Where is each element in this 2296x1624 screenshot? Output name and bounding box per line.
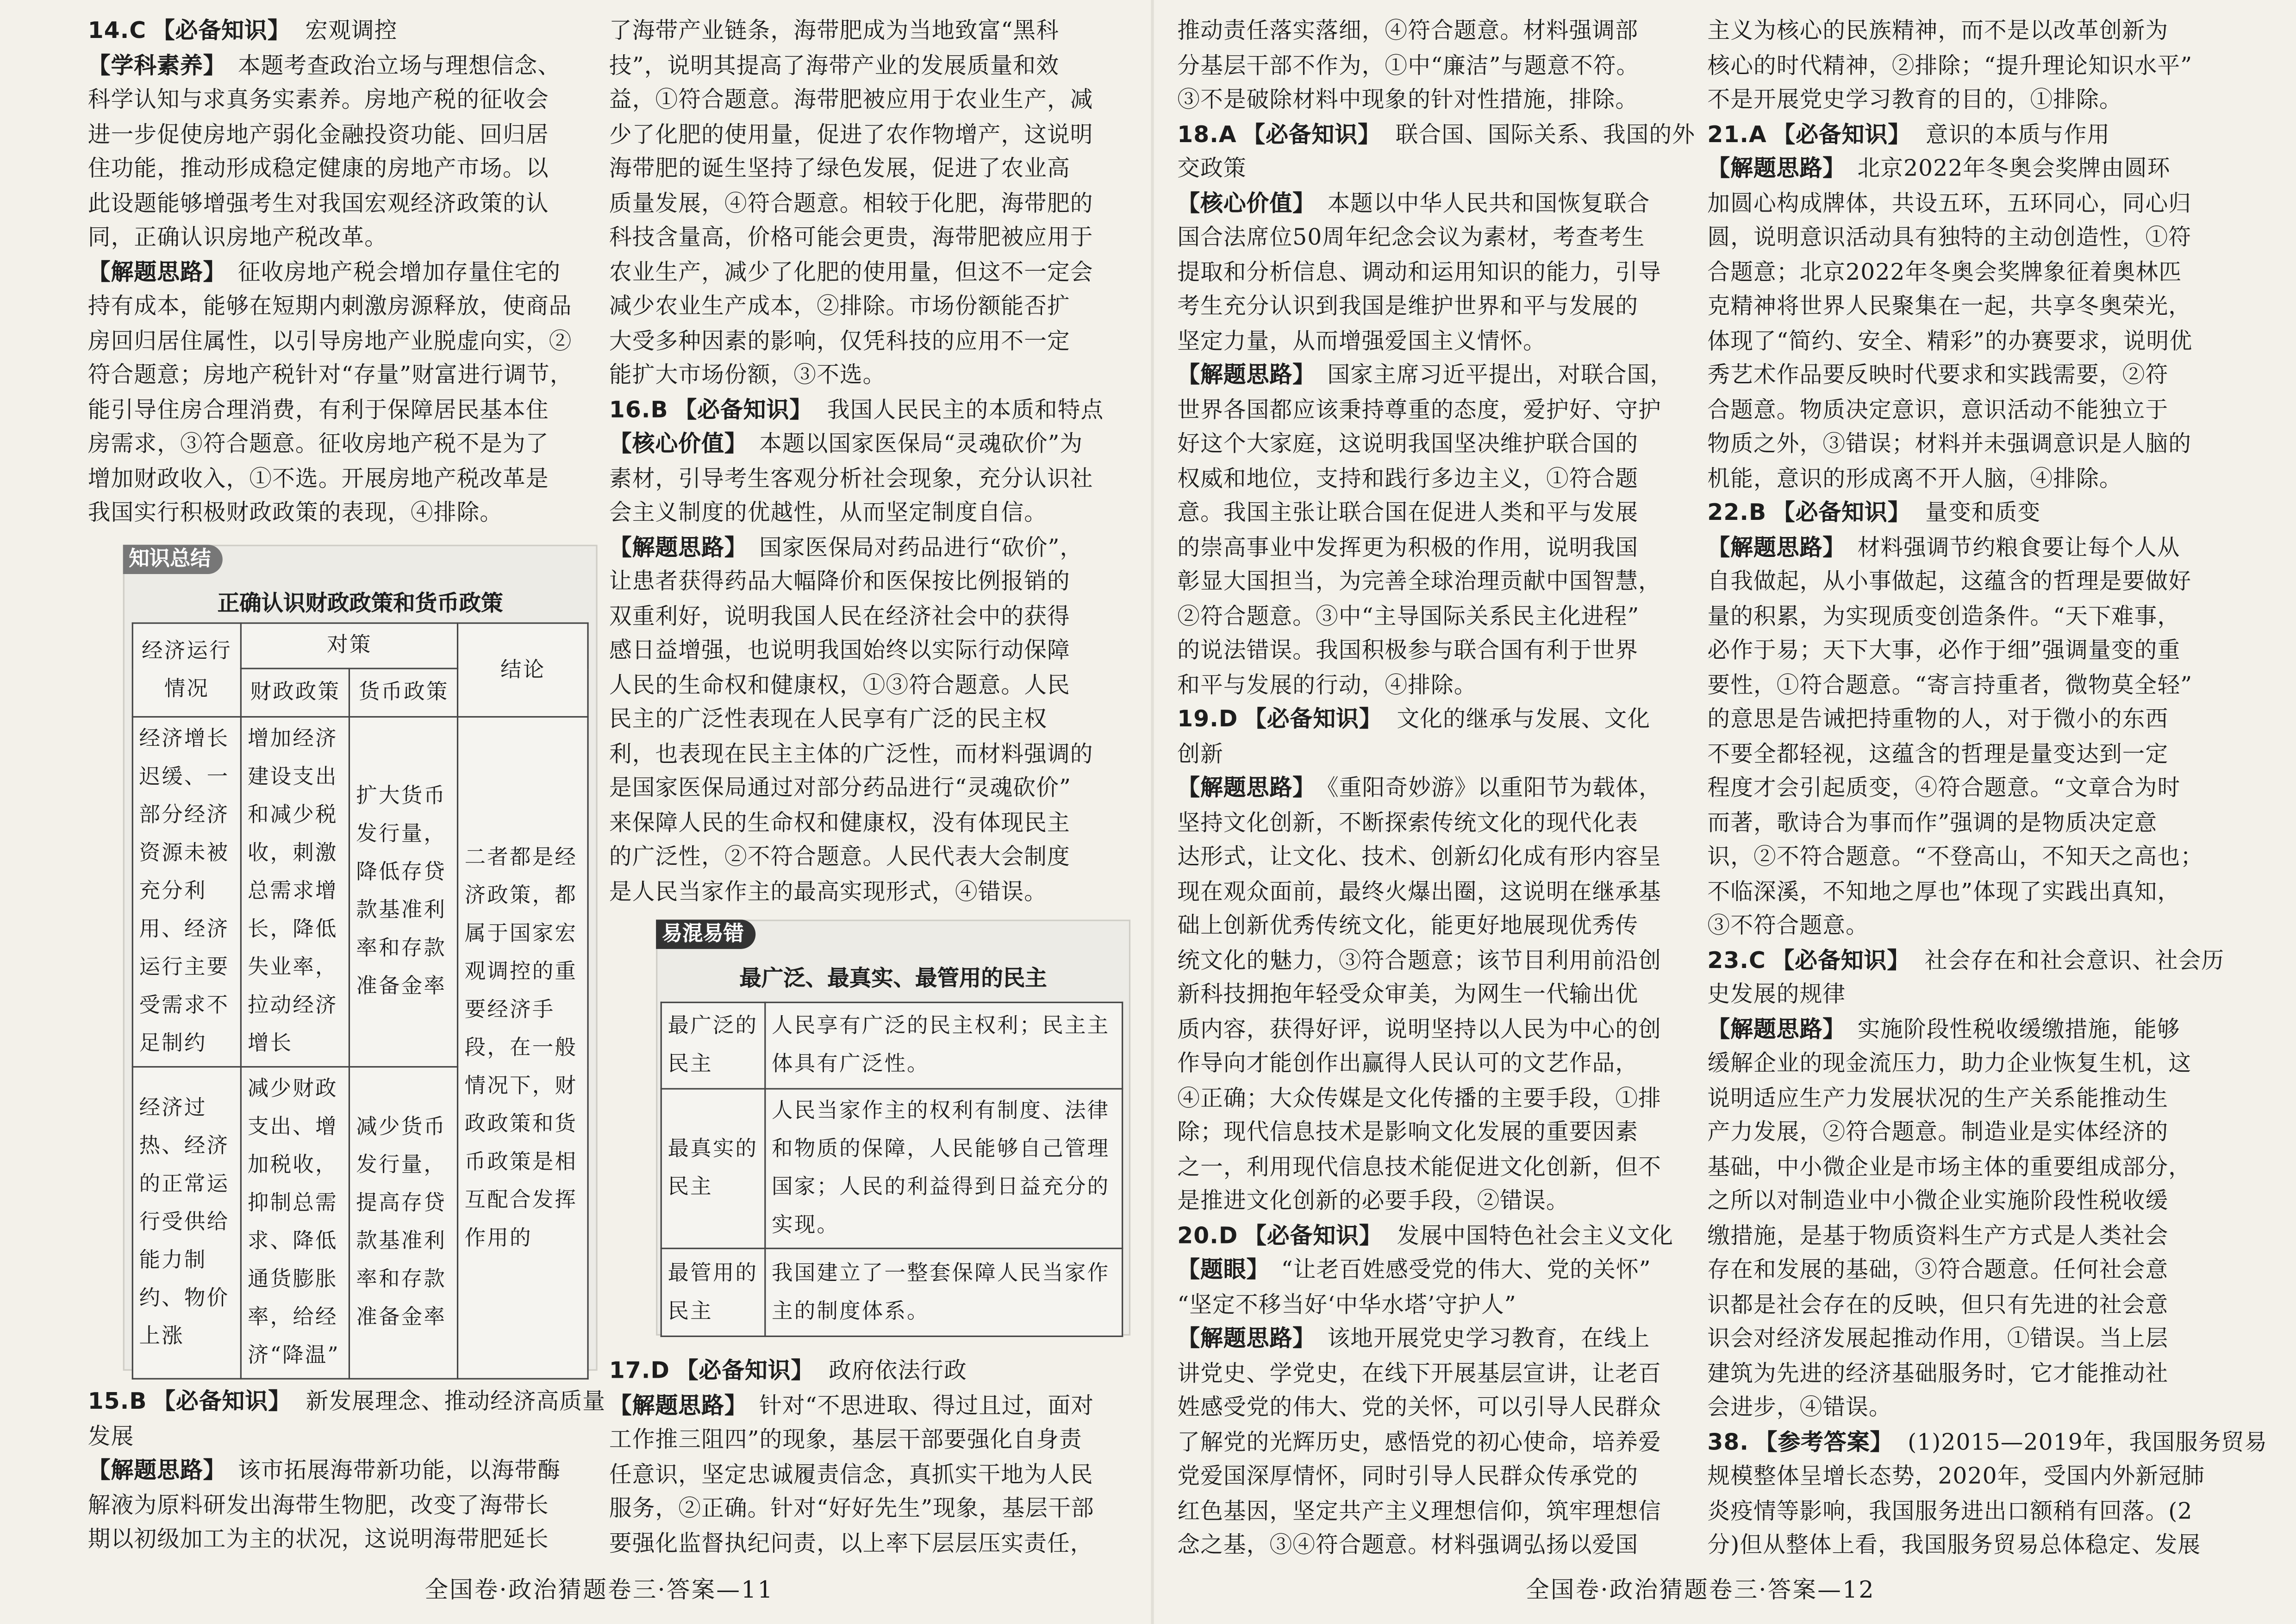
question-topic: 意识的本质与作用 [1925,120,2110,147]
section-tag: 【必备知识】 [1772,120,1911,147]
section-tag: 【必备知识】 [152,17,291,44]
question-heading [1177,1219,1704,1253]
labeled-line [1177,359,1704,393]
text-line: 建筑为先进的经济基础服务时，它才能推动社 [1707,1360,2169,1387]
text-line: 新科技拥抱年轻受众审美，为网生一代输出优 [1177,981,1639,1008]
section-label: 【解题思路】 [1177,362,1316,388]
page-fold-divider [1151,0,1154,1624]
row2-situation: 经济过热、经济的正常运行受供给能力制约、物价上涨 [132,1067,241,1379]
fiscal-monetary-table [132,622,589,1379]
question-heading [88,1385,615,1419]
question-heading [1707,1425,2268,1460]
section-label: 【解题思路】 [87,1457,226,1484]
text-line: 统文化的魅力，③符合题意；该节目利用前沿创 [1177,947,1661,974]
text-line: 产力发展，②符合题意。制造业是实体经济的 [1707,1118,2169,1145]
text-line: 是推进文化创新的必要手段，②错误。 [1177,1187,1569,1214]
text-line: 核心的时代精神，②排除；“提升理论知识水平” [1707,52,2193,79]
section-tag: 【必备知识】 [1244,1222,1382,1249]
text-line: 质内容，获得好评，说明坚持以人民为中心的创 [1177,1015,1661,1042]
text-line: 国合法席位50周年纪念会议为素材，考查考生 [1177,224,1645,250]
text-line: ③不是破除材料中现象的针对性措施，排除。 [1177,86,1639,113]
text-line: 双重利好，说明我国人民在经济社会中的获得 [609,602,1070,629]
row1-situation: 经济增长迟缓、一部分经济资源未被充分利用、经济运行主要受需求不足制约 [132,717,241,1067]
text-line: 现在观众面前，最终火爆出圈，这说明在继承基 [1177,878,1661,905]
text-line: ③不符合题意。 [1707,912,1869,939]
text-line: 的广泛性，②不符合题意。人民代表大会制度 [609,843,1070,870]
section-tag: 【必备知识】 [675,1357,814,1384]
text-line: 和平与发展的行动，④排除。 [1177,671,1477,698]
text-line: 合题意；北京2022年冬奥会奖牌象征着奥林匹 [1707,258,2182,285]
row2-monetary: 减少货币发行量，提高存贷款基准利率和存款准备金率 [349,1067,458,1379]
header-situation: 经济运行情况 [132,623,241,717]
header-monetary: 货币政策 [349,668,458,717]
text-line: 益，①符合题意。海带肥被应用于农业生产，减 [609,86,1093,113]
footer-page-12: 全国卷·政治猜题卷三·答案—12 [1526,1575,1875,1604]
section-text: 该地开展党史学习教育，在线上 [1327,1325,1650,1352]
text-line: 推动责任落实落细，④符合题意。材料强调部 [1177,17,1639,44]
text-line: 进一步促使房地产弱化金融投资功能、回归居 [87,120,549,147]
labeled-line [1177,1322,1704,1356]
text-line: 增加财政收入，①不选。开展房地产税改革是 [87,465,549,492]
democracy-name: 最真实的民主 [661,1089,765,1249]
text-line: ④正确；大众传媒是文化传播的主要手段，①排 [1177,1084,1661,1111]
section-text: 国家主席习近平提出，对联合国， [1327,362,1673,388]
labeled-line [88,1454,615,1488]
labeled-line [1707,152,2234,187]
text-line: 科技含量高，价格可能会更贵，海带肥被应用于 [609,224,1093,250]
text-line: 物质之外，③错误；材料并未强调意识是人脑的 [1707,431,2192,457]
text-line: 符合题意；房地产税针对“存量”财富进行调节， [87,362,573,388]
text-line: “坚定不移当好‘中华水塔’守护人” [1177,1291,1516,1318]
text-line: 念之基，③④符合题意。材料强调弘扬以爱国 [1177,1531,1639,1558]
section-tag: 【必备知识】 [153,1388,292,1415]
labeled-line [609,428,1136,462]
section-text: 国家医保局对药品进行“砍价”， [759,534,1083,560]
text-line: 意。我国主张让联合国在促进人类和平与发展 [1177,499,1639,526]
section-tag: 【必备知识】 [1244,706,1382,732]
text-line: 史发展的规律 [1707,981,1846,1008]
text-line: 说明适应生产力发展状况的生产关系能推动生 [1707,1084,2169,1111]
section-text: 实施阶段性税收缓缴措施，能够 [1857,1015,2180,1042]
text-line: 不要全都轻视，这蕴含的哲理是量变达到一定 [1707,740,2169,767]
col4-block-a [1707,15,2268,1563]
confusion-box [656,920,1130,1336]
text-line: 素材，引导考生客观分析社会现象，充分认识社 [609,465,1093,492]
text-line: 缓解企业的现金流压力，助力企业恢复生机，这 [1707,1050,2192,1077]
question-number: 18.A [1177,120,1237,147]
text-line: 科学认知与求真务实素养。房地产税的征收会 [87,86,549,113]
text-line: 炎疫情等影响，我国服务进出口额稍有回落。(2 [1707,1497,2193,1524]
text-line: 考生充分认识到我国是维护世界和平与发展的 [1177,293,1639,319]
text-line: 秀艺术作品要反映时代要求和实践需要，②符 [1707,362,2169,388]
text-line: 分基层干部不作为，①中“廉洁”与题意不符。 [1177,52,1640,79]
text-line: 要性，①符合题意。“寄言持重者，微物莫全轻” [1707,671,2193,698]
section-text: 该市拓展海带新功能，以海带酶 [237,1457,561,1484]
text-line: 除；现代信息技术是影响文化发展的重要因素 [1177,1118,1639,1145]
text-line: 提取和分析信息、调动和运用知识的能力，引导 [1177,258,1661,285]
text-line: 大受多种因素的影响，仅凭科技的应用不一定 [609,327,1070,354]
democracy-desc: 人民当家作主的权利有制度、法律和物质的保障，人民能够自己管理国家；人民的利益得到日益充分的实现。 [765,1089,1123,1249]
row1-monetary: 扩大货币发行量，降低存贷款基准利率和存款准备金率 [349,717,458,1067]
text-line: 识会对经济发展起推动作用，①错误。当上层 [1707,1325,2169,1352]
text-line: 不临深溪，不知地之厚也”体现了实践出真知， [1707,878,2181,905]
text-line: 而著，歌诗合为事而作”强调的是物质决定意 [1707,809,2158,836]
text-line: 必作于易；天下大事，必作于细”强调量变的重 [1707,637,2181,663]
question-topic: 量变和质变 [1925,499,2041,526]
conclusion-cell: 二者都是经济政策，都属于国家宏观调控的重要经济手段，在一般情况下，财政政策和货币政策是相互配合发挥作用的 [458,717,588,1379]
democracy-desc: 人民享有广泛的民主权利；民主主体具有广泛性。 [765,1002,1123,1089]
section-text: 针对“不思进取、得过且过，面对 [759,1392,1094,1418]
text-line: 工作推三阻四”的现象，基层干部要强化自身责 [609,1426,1082,1453]
text-line: 不是开展党史学习教育的目的，①排除。 [1707,86,2122,113]
text-line: 来保障人民的生命权和健康权，没有体现民主 [609,809,1070,836]
question-topic: 新发展理念、推动经济高质量 [306,1388,606,1415]
text-line: 的说法错误。我国积极参与联合国有利于世界 [1177,637,1639,663]
labeled-line [1707,531,2234,565]
text-line: 房需求，③符合题意。征收房地产税不是为了 [87,431,549,457]
section-label: 【解题思路】 [1177,1325,1316,1352]
text-line: 体现了“简约、安全、精彩”的办赛要求，说明优 [1707,327,2193,354]
confusion-tag: 易混易错 [656,920,755,949]
section-text: “让老百姓感受党的伟大、党的关怀” [1281,1256,1651,1283]
text-line: 姓感受党的伟大、党的关怀，可以引导人民群众 [1177,1394,1661,1421]
labeled-line [1177,187,1704,221]
text-line: 加圆心构成牌体，共设五环，五环同心，同心归 [1707,189,2192,216]
question-heading [88,15,615,49]
text-line: 海带肥的诞生坚持了绿色发展，促进了农业高 [609,155,1070,182]
question-heading [1707,118,2234,152]
text-line: 服务，②正确。针对“好好先生”现象，基层干部 [609,1495,1094,1522]
text-line: 主义为核心的民族精神，而不是以改革创新为 [1707,17,2169,44]
text-line: 量的积累，为实现质变创造条件。“天下难事， [1707,602,2181,629]
text-line: 存在和发展的基础，③符合题意。任何社会意 [1707,1256,2169,1283]
text-line: 达形式，让文化、技术、创新幻化成有形内容呈 [1177,843,1661,870]
text-line: 少了化肥的使用量，促进了农作物增产，这说明 [609,120,1093,147]
row2-fiscal: 减少财政支出、增加税收，抑制总需求、降低通货膨胀率，给经济“降温” [241,1067,349,1379]
question-number: 38. [1707,1428,1749,1455]
col2-block-a [609,15,1136,910]
text-line: 要强化监督执纪问责，以上率下层层压实责任， [609,1530,1093,1556]
labeled-line [609,531,1136,565]
text-line: 的崇高事业中发挥更为积极的作用，说明我国 [1177,534,1639,560]
text-line: 此设题能够增强考生对我国宏观经济政策的认 [87,189,549,216]
header-fiscal: 财政政策 [241,668,349,717]
question-topic: 政府依法行政 [829,1357,967,1384]
section-text: 本题以国家医保局“灵魂砍价”为 [759,431,1083,457]
text-line: ②符合题意。③中“主导国际关系民主化进程” [1177,602,1640,629]
section-tag: 【必备知识】 [674,396,813,423]
text-line: 的意思是告诫把持重物的人，对于微小的东西 [1707,706,2169,732]
text-line: 减少农业生产成本，②排除。市场份额能否扩 [609,293,1070,319]
section-text: 本题考查政治立场与理想信念、 [237,52,561,79]
text-line: 同，正确认识房地产税改革。 [87,224,388,250]
text-line: 能引导住房合理消费，有利于保障居民基本住 [87,396,549,423]
col1-block-b [88,1385,615,1557]
question-topic: 宏观调控 [305,17,398,44]
text-line: 彰显大国担当，为完善全球治理贡献中国智慧， [1177,568,1661,595]
text-line: 农业生产，减少了化肥的使用量，但这不一定会 [609,258,1093,285]
text-line: 克精神将世界人民聚集在一起，共享冬奥荣光， [1707,293,2192,319]
col3-block-a [1177,15,1704,1563]
question-heading [609,1355,1136,1389]
text-line: 缴措施，是基于物质资料生产方式是人类社会 [1707,1222,2169,1249]
text-line: 我国实行积极财政政策的表现，④排除。 [87,499,503,526]
text-line: 民主的广泛性表现在人民享有广泛的民主权 [609,706,1048,732]
text-line: 坚定力量，从而增强爱国主义情怀。 [1177,327,1546,354]
section-label: 【解题思路】 [87,258,226,285]
section-tag: 【必备知识】 [1242,120,1381,147]
text-line: 住功能，推动形成稳定健康的房地产市场。以 [87,155,549,182]
text-line: 利，也表现在民主主体的广泛性，而材料强调的 [609,740,1093,767]
text-line: 合题意。物质决定意识，意识活动不能独立于 [1707,396,2169,423]
text-line: 础上创新优秀传统文化，能更好地展现优秀传 [1177,912,1639,939]
democracy-desc: 我国建立了一整套保障人民当家作主的制度体系。 [765,1249,1123,1337]
text-line: 解液为原料研发出海带生物肥，改变了海带长 [87,1491,549,1518]
section-label: 【解题思路】 [609,1392,748,1418]
question-topic: 文化的继承与发展、文化 [1397,706,1651,732]
question-heading [609,393,1136,427]
labeled-line [1707,1012,2234,1047]
section-text: 北京2022年冬奥会奖牌由圆环 [1857,155,2171,182]
knowledge-summary-box [123,545,598,1371]
section-label: 【解题思路】 [1707,1015,1846,1042]
header-measures: 对策 [241,623,458,668]
section-text: 征收房地产税会增加存量住宅的 [237,258,561,285]
labeled-line [1177,1254,1704,1288]
section-label: 【学科素养】 [87,52,226,79]
text-line: 作导向才能创作出赢得人民认可的文艺作品， [1177,1050,1639,1077]
text-line: 技”，说明其提高了海带产业的发展质量和效 [609,52,1060,79]
question-topic: 社会存在和社会意识、社会历 [1924,947,2225,974]
democracy-table [661,1002,1123,1337]
question-number: 14.C [87,17,147,44]
text-line: 期以初级加工为主的状况，这说明海带肥延长 [87,1526,549,1553]
question-number: 19.D [1177,706,1238,732]
question-heading [1177,118,1704,152]
question-number: 22.B [1707,499,1767,526]
question-heading [1707,944,2234,978]
question-number: 15.B [87,1388,147,1415]
text-line: 之一，利用现代信息技术能促进文化创新，但不 [1177,1153,1661,1180]
text-line: 是人民当家作主的最高实现形式，④错误。 [609,878,1048,905]
section-label: 【核心价值】 [609,431,748,457]
text-line: 识都是社会存在的反映，但只有先进的社会意 [1707,1291,2169,1318]
labeled-line [88,49,615,83]
text-line: 是国家医保局通过对部分药品进行“灵魂砍价” [609,775,1072,801]
knowledge-summary-tag: 知识总结 [123,545,223,574]
text-line: 基础，中小微企业是市场主体的重要组成部分， [1707,1153,2192,1180]
text-line: 规模整体呈增长态势，2020年，受国内外新冠肺 [1707,1463,2205,1490]
text-line: 党爱国深厚情怀，同时引导人民群众传承党的 [1177,1463,1639,1490]
question-number: 17.D [609,1357,670,1384]
text-line: 人民的生命权和健康权，①③符合题意。人民 [609,671,1070,698]
labeled-line [88,256,615,290]
section-tag: 【必备知识】 [1772,499,1911,526]
confusion-title: 最广泛、最真实、最管用的民主 [739,965,1047,992]
text-line: 感日益增强，也说明我国始终以实际行动保障 [609,637,1070,663]
question-number: 23.C [1707,947,1766,974]
text-line: 识，②不符合题意。“不登高山，不知天之高也； [1707,843,2204,870]
text-line: 权威和地位，支持和践行多边主义，①符合题 [1177,465,1639,492]
header-conclusion: 结论 [458,623,588,717]
question-heading [1707,496,2234,531]
section-label: 【解题思路】 [609,534,748,560]
row1-fiscal: 增加经济建设支出和减少税收，刺激总需求增长，降低失业率，拉动经济增长 [241,717,349,1067]
section-tag: 【必备知识】 [1772,947,1910,974]
text-line: 任意识，坚定忠诚履责信念，真抓实干地为人民 [609,1461,1093,1487]
text-line: 持有成本，能够在短期内刺激房源释放，使商品 [87,293,572,319]
col1-block-a [88,15,615,531]
section-text: 材料强调节约粮食要让每个人从 [1857,534,2180,560]
democracy-name: 最广泛的民主 [661,1002,765,1089]
text-line: 分)但从整体上看，我国服务贸易总体稳定、发展 [1707,1531,2201,1558]
question-topic: 联合国、国际关系、我国的外 [1395,120,1696,147]
section-label: 【题眼】 [1177,1256,1270,1283]
text-line: 会主义制度的优越性，从而坚定制度自信。 [609,499,1048,526]
text-line: 了海带产业链条，海带肥成为当地致富“黑科 [609,17,1060,44]
question-topic: 发展中国特色社会主义文化 [1397,1222,1674,1249]
labeled-line [1177,772,1704,806]
text-line: 交政策 [1177,155,1247,182]
labeled-line [609,1389,1136,1423]
text-line: 世界各国都应该秉持尊重的态度，爱护好、守护 [1177,396,1661,423]
question-number: 20.D [1177,1222,1238,1249]
text-line: 了解党的光辉历史，感悟党的初心使命，培养爱 [1177,1428,1661,1455]
section-text: 本题以中华人民共和国恢复联合 [1327,189,1650,216]
text-line: 程度才会引起质变，④符合题意。“文章合为时 [1707,775,2181,801]
text-line: 红色基因，坚定共产主义理想信仰，筑牢理想信 [1177,1497,1661,1524]
section-label: 【解题思路】 [1707,534,1846,560]
question-number: 21.A [1707,120,1767,147]
text-line: 讲党史、学党史，在线下开展基层宣讲，让老百 [1177,1360,1661,1387]
col2-block-b [609,1355,1136,1561]
question-topic: 我国人民民主的本质和特点 [827,396,1104,423]
section-label: 【核心价值】 [1177,189,1316,216]
text-line: 发展 [87,1423,134,1449]
section-tag: 【参考答案】 [1754,1428,1893,1455]
text-line: 能扩大市场份额，③不选。 [609,362,886,388]
question-heading [1177,703,1704,737]
text-line: 创新 [1177,740,1223,767]
text-line: 房回归居住属性，以引导房地产业脱虚向实，② [87,327,572,354]
text-line: 机能，意识的形成离不开人脑，④排除。 [1707,465,2122,492]
section-label: 【解题思路】 [1177,775,1316,801]
text-line: 让患者获得药品大幅降价和医保按比例报销的 [609,568,1070,595]
section-label: 【解题思路】 [1707,155,1846,182]
text-line: 之所以对制造业中小微企业实施阶段性税收缓 [1707,1187,2169,1214]
text-line: 自我做起，从小事做起，这蕴含的哲理是要做好 [1707,568,2192,595]
text-line: 坚持文化创新，不断探索传统文化的现代化表 [1177,809,1639,836]
knowledge-summary-title: 正确认识财政政策和货币政策 [217,590,503,617]
democracy-name: 最管用的民主 [661,1249,765,1337]
text-line: 好这个大家庭，这说明我国坚决维护联合国的 [1177,431,1639,457]
question-number: 16.B [609,396,668,423]
text-line: 圆，说明意识活动具有独特的主动创造性，①符 [1707,224,2192,250]
question-topic: (1)2015—2019年，我国服务贸易 [1908,1428,2268,1455]
text-line: 会进步，④错误。 [1707,1394,1892,1421]
footer-page-11: 全国卷·政治猜题卷三·答案—11 [424,1575,774,1604]
text-line: 质量发展，④符合题意。相较于化肥，海带肥的 [609,189,1093,216]
section-text: 《重阳奇妙游》以重阳节为载体， [1327,775,1662,801]
